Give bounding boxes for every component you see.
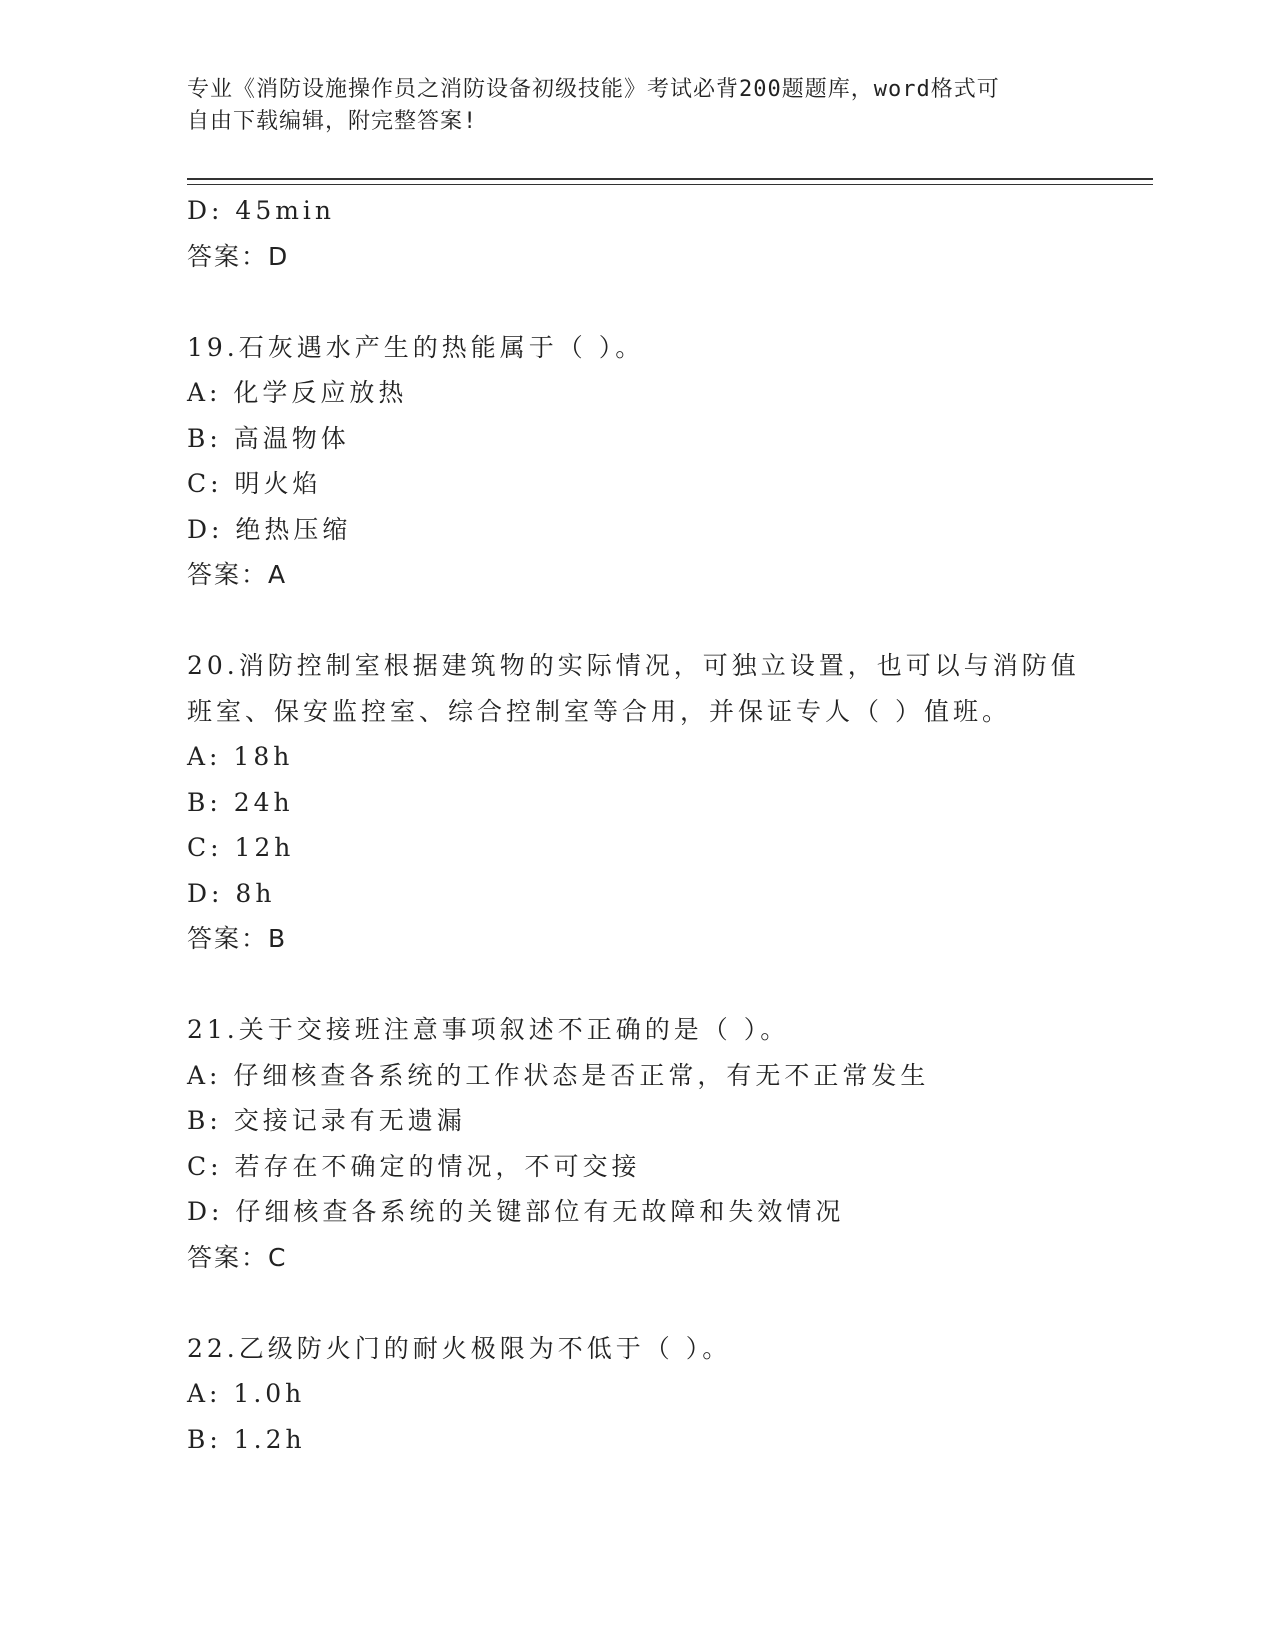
answer-line: 答案：B — [187, 924, 288, 953]
question-stem: 20.消防控制室根据建筑物的实际情况，可独立设置，也可以与消防值 — [187, 651, 1080, 680]
option-d: D: 8h — [187, 878, 276, 908]
question-18-tail — [187, 188, 1087, 279]
header-divider-thin — [187, 184, 1153, 185]
question-20 — [187, 643, 1087, 962]
option-a: A: 仔细核查各系统的工作状态是否正常，有无不正常发生 — [187, 1060, 930, 1090]
option-d: D: 绝热压缩 — [187, 514, 352, 544]
header-line-2: 自由下载编辑，附完整答案! — [187, 109, 478, 134]
option-a: A: 18h — [187, 742, 294, 771]
header-divider-thick — [187, 178, 1153, 180]
option-b: B: 1.2h — [187, 1424, 306, 1454]
option-d: D: 45min — [187, 196, 336, 225]
question-21 — [187, 1007, 1087, 1280]
answer-line: 答案：C — [187, 1242, 288, 1272]
question-19 — [187, 325, 1087, 598]
question-stem: 21.关于交接班注意事项叙述不正确的是（ ）。 — [187, 1015, 790, 1044]
option-a: A: 化学反应放热 — [187, 378, 408, 407]
option-a: A: 1.0h — [187, 1379, 306, 1408]
question-stem: 19.石灰遇水产生的热能属于（ ）。 — [187, 332, 645, 362]
option-c: C: 明火焰 — [187, 469, 322, 498]
header-line-1: 专业《消防设施操作员之消防设备初级技能》考试必背200题题库，word格式可 — [187, 77, 1000, 102]
option-b: B: 24h — [187, 787, 294, 817]
answer-line: 答案：A — [187, 560, 288, 589]
document-body — [187, 188, 1087, 1462]
question-22 — [187, 1326, 1087, 1463]
option-c: C: 若存在不确定的情况，不可交接 — [187, 1151, 641, 1181]
document-header — [187, 74, 1067, 138]
question-stem-continued: 班室、保安监控室、综合控制室等合用，并保证专人（ ）值班。 — [187, 696, 1011, 726]
option-b: B: 交接记录有无遗漏 — [187, 1106, 466, 1135]
option-c: C: 12h — [187, 833, 295, 862]
answer-line: 答案：D — [187, 241, 290, 271]
question-stem: 22.乙级防火门的耐火极限为不低于（ ）。 — [187, 1333, 732, 1363]
option-b: B: 高温物体 — [187, 423, 350, 453]
option-d: D: 仔细核查各系统的关键部位有无故障和失效情况 — [187, 1197, 845, 1226]
